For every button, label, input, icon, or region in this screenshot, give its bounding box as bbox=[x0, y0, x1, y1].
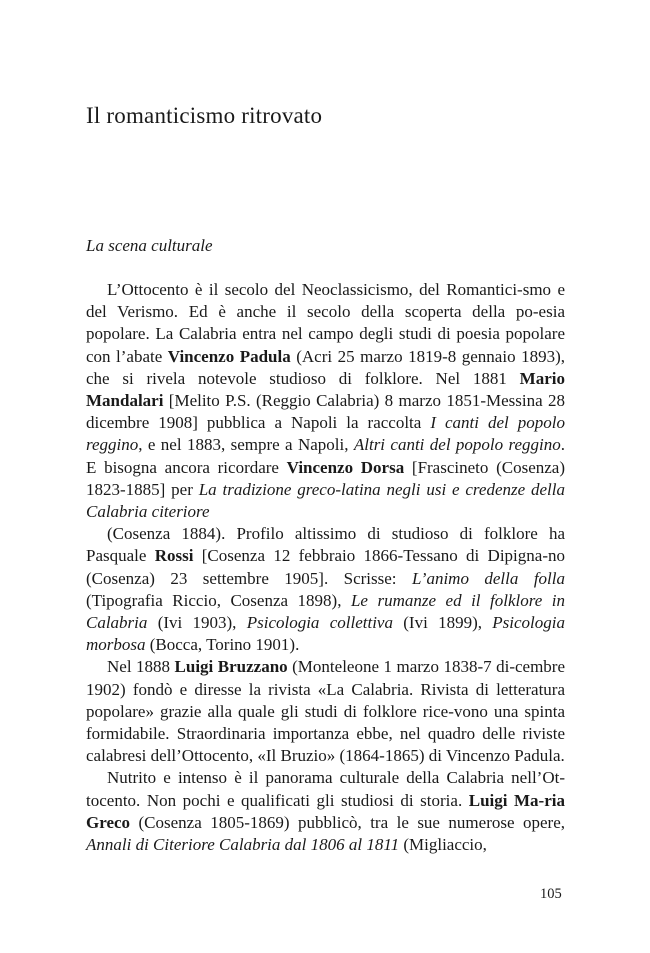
text-run: (Ivi 1899), bbox=[392, 613, 493, 633]
italic-title: Annali di Citeriore Calabria dal 1806 al 1811 bbox=[86, 835, 400, 855]
page-number: 105 bbox=[540, 886, 562, 902]
paragraph bbox=[86, 279, 565, 523]
italic-title: Psicologia collettiva bbox=[246, 613, 393, 633]
body-text bbox=[86, 279, 565, 856]
bold-name: Luigi Ma-ria Greco bbox=[86, 790, 565, 832]
text-run: (Acri 25 marzo 1819-8 gennaio 1893), che si rivela notevole studioso di folklore. Nel 1881 bbox=[86, 346, 565, 388]
chapter-title: Il romanticismo ritrovato bbox=[86, 103, 323, 128]
italic-title: L’animo della folla bbox=[411, 568, 565, 588]
paragraph bbox=[86, 767, 565, 856]
text-run: (Tipografia Riccio, Cosenza 1898), bbox=[86, 590, 351, 610]
text-run: [Frascineto (Cosenza) 1823-1885] per bbox=[86, 457, 565, 499]
italic-title: Psicologia morbosa bbox=[86, 613, 565, 655]
text-run: . E bisogna ancora ricordare bbox=[86, 435, 566, 477]
bold-name: Luigi Bruzzano bbox=[174, 657, 288, 677]
paragraph bbox=[86, 523, 565, 656]
text-run: (Monteleone 1 marzo 1838-7 di-cembre 1902) fondò e diresse la rivista «La Calabria. Rivista di letteratura popolare» grazie alla quale gli studi di folklore rice-vono una spinta formidabile. Straordinaria importanza ebbe, nel quadro delle riviste calabresi dell’Ottocento, «Il Bruzio» (1864-1865) di Vincenzo Padula. bbox=[86, 657, 566, 766]
text-run: (Cosenza 1805-1869) pubblicò, tra le sue numerose opere, bbox=[130, 812, 565, 832]
bold-name: Rossi bbox=[154, 546, 194, 566]
italic-title: Le rumanze ed il folklore in Calabria bbox=[86, 590, 566, 633]
italic-title: La tradizione greco-latina negli usi e credenze della Calabria citeriore bbox=[86, 479, 565, 522]
text-run: (Migliaccio, bbox=[399, 835, 487, 855]
text-run: [Cosenza 12 febbraio 1866-Tessano di Dipigna-no (Cosenza) 23 settembre 1905]. Scrisse: bbox=[86, 546, 565, 588]
text-run: L’Ottocento è il secolo del Neoclassicismo, del Romantici-smo e del Verismo. Ed è anche il secolo della scoperta della po-esia popolare. La Calabria entra nel campo degli studi di poesia popolare con l’abate bbox=[86, 280, 565, 366]
text-run: , e nel 1883, sempre a Napoli, bbox=[138, 435, 354, 455]
text-run: (Ivi 1903), bbox=[147, 613, 247, 633]
bold-name: Vincenzo Dorsa bbox=[286, 457, 405, 477]
italic-title: I canti del popolo reggino bbox=[86, 413, 565, 455]
bold-name: Vincenzo Padula bbox=[167, 346, 291, 366]
paragraph bbox=[86, 656, 565, 767]
text-run: [Melito P.S. (Reggio Calabria) 8 marzo 1851-Messina 28 dicembre 1908] pubblica a Napoli la raccolta bbox=[86, 391, 565, 433]
text-run: (Bocca, Torino 1901). bbox=[145, 635, 300, 655]
bold-name: Mario Mandalari bbox=[86, 368, 565, 411]
text-run: Nutrito e intenso è il panorama culturale della Calabria nell’Ot-tocento. Non pochi e qualificati gli studiosi di storia. bbox=[86, 768, 565, 810]
section-title: La scena culturale bbox=[86, 236, 213, 255]
italic-title: Altri canti del popolo reggino bbox=[353, 435, 561, 455]
text-run: Nel 1888 bbox=[107, 657, 175, 677]
text-run: (Cosenza 1884). Profilo altissimo di studioso di folklore ha Pasquale bbox=[86, 524, 565, 566]
